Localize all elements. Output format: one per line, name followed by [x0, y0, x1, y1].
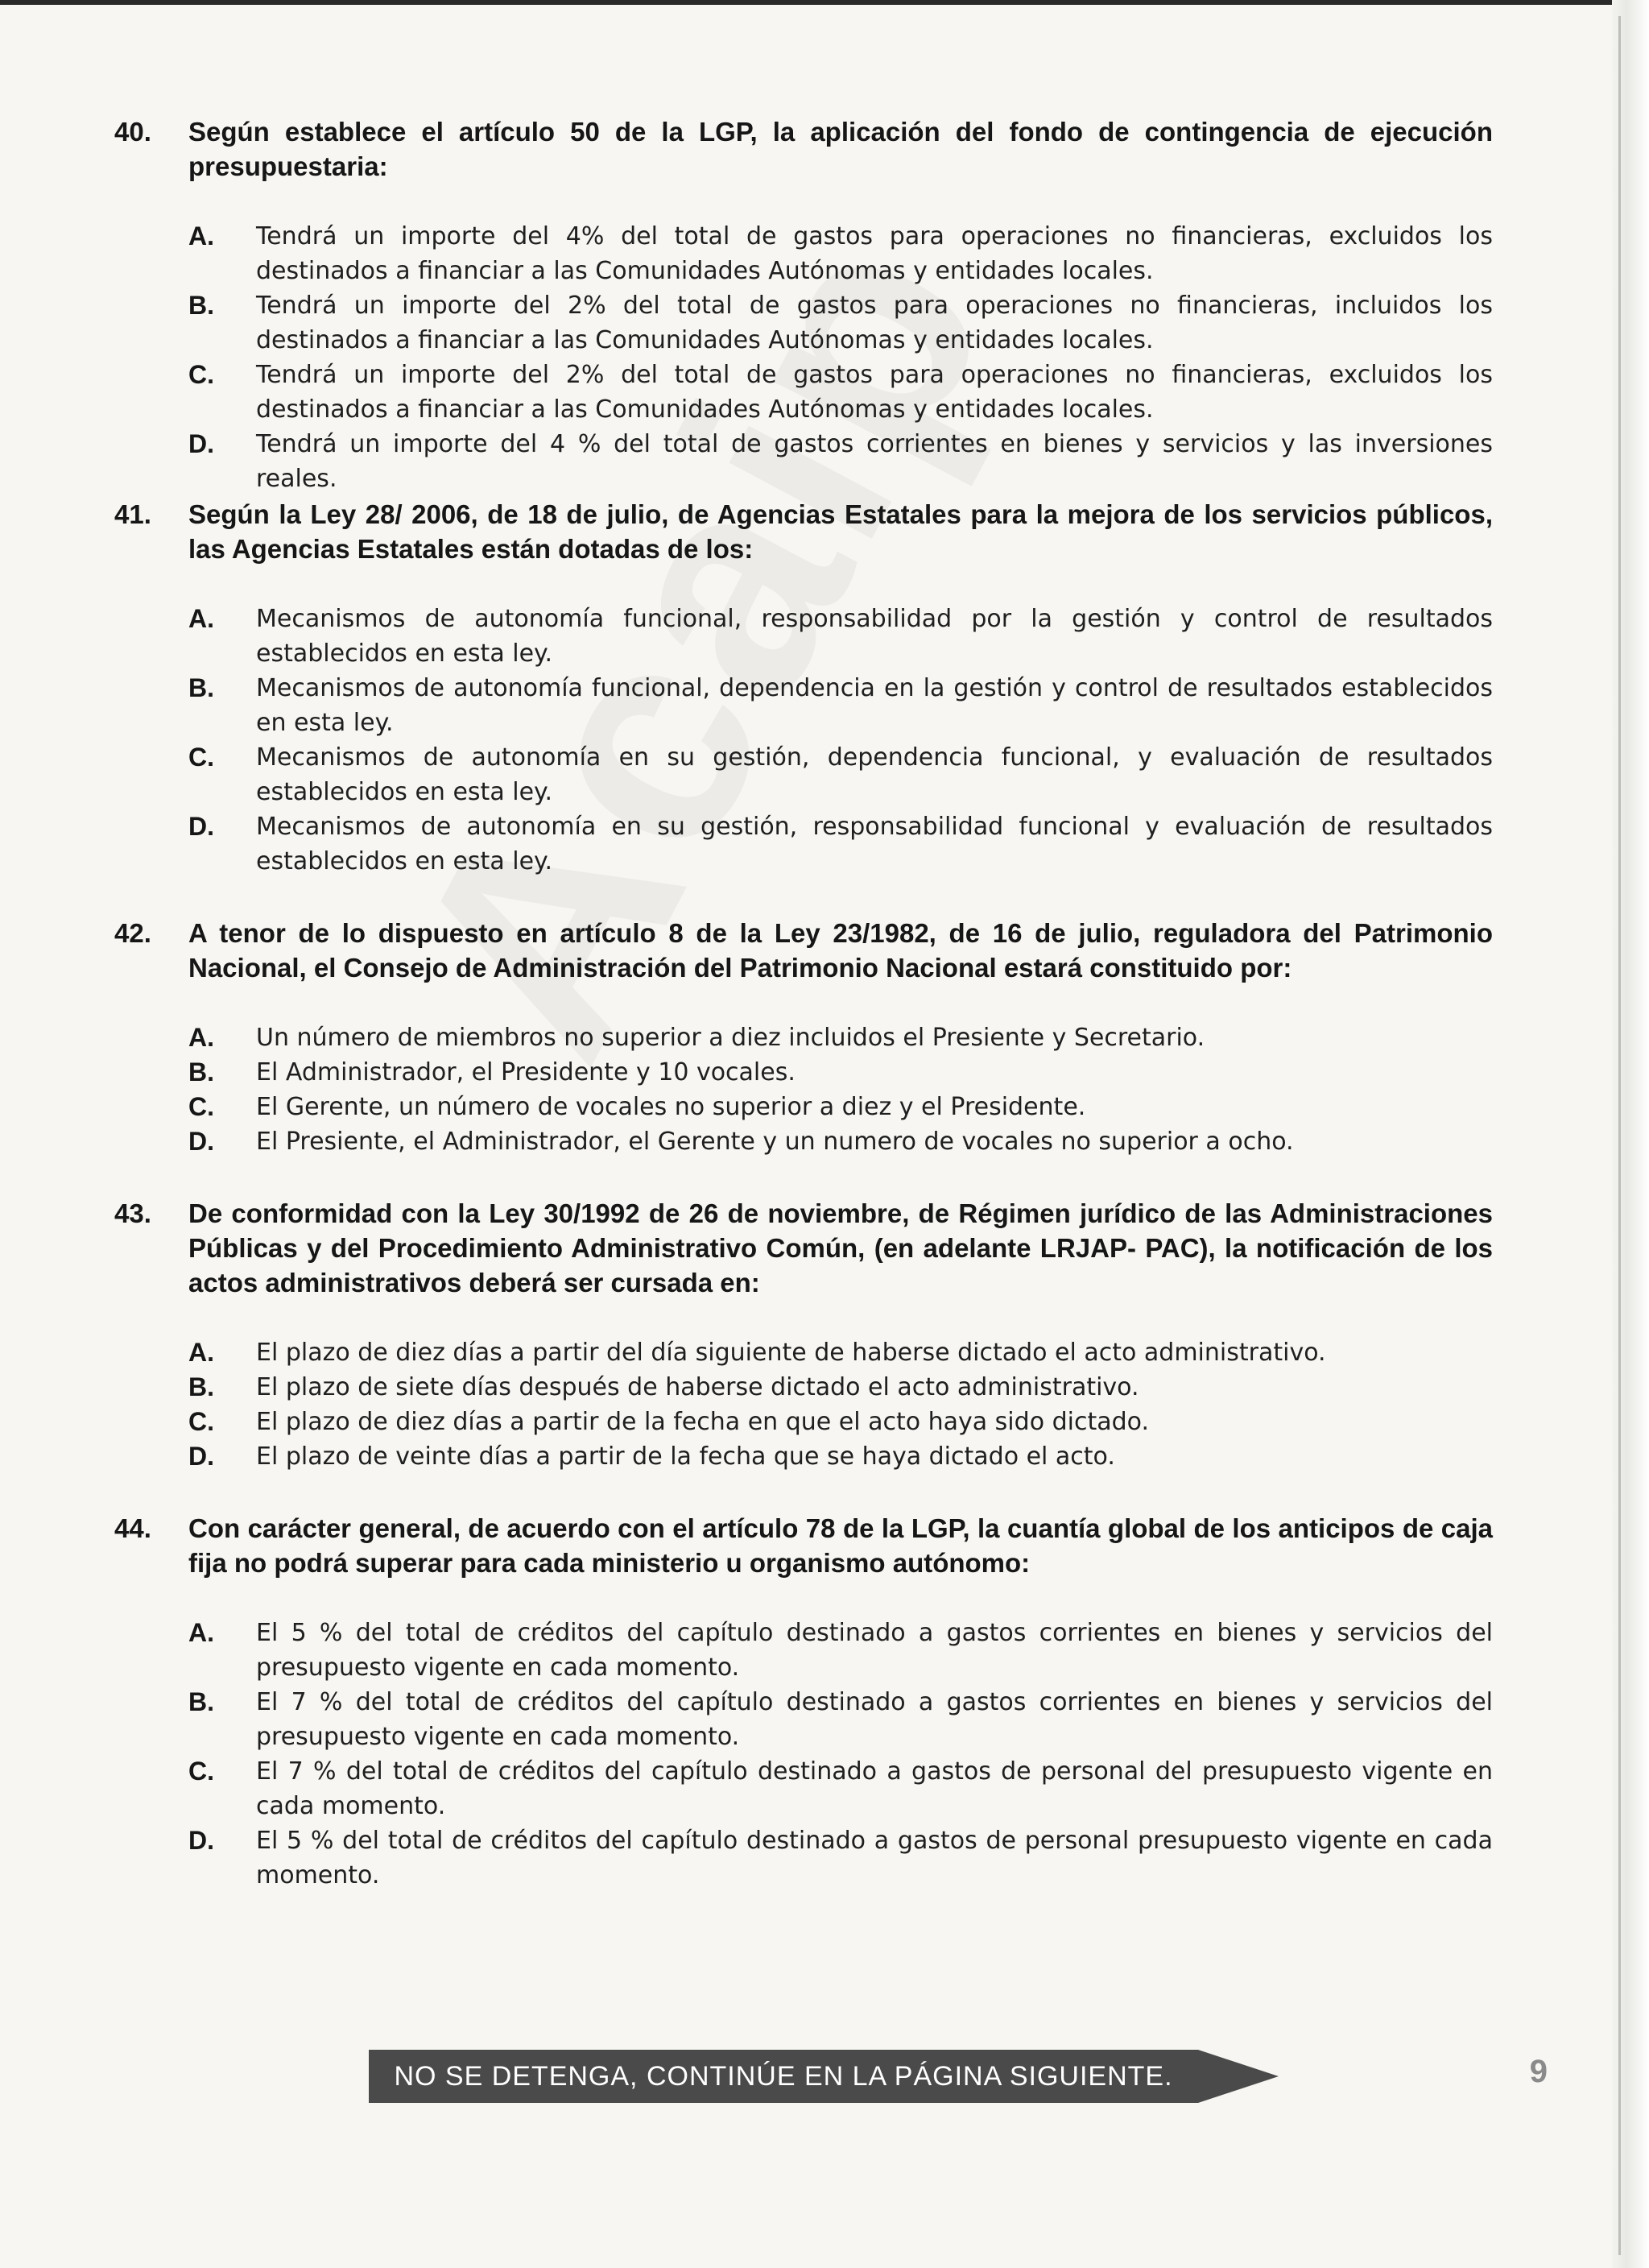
question-40 [114, 114, 1493, 493]
continue-banner [369, 2050, 1279, 2103]
option-d[interactable] [188, 1439, 1493, 1474]
option-b[interactable] [188, 288, 1493, 358]
options-list [188, 602, 1493, 879]
arrow-right-icon [1198, 2050, 1279, 2103]
option-letter: C. [188, 1092, 214, 1121]
option-text: El 7 % del total de créditos del capítulo destinado a gastos corrientes en bienes y servicios del presupuesto vigente en cada momento. [256, 1688, 1493, 1751]
option-a[interactable] [188, 1335, 1493, 1370]
option-letter: A. [188, 221, 214, 250]
question-number: 42. [114, 918, 151, 948]
page-right-edge [1612, 0, 1649, 2268]
option-text: Un número de miembros no superior a diez incluidos el Presiente y Secretario. [256, 1024, 1205, 1052]
option-text: Mecanismos de autonomía en su gestión, responsabilidad funcional y evaluación de resultados establecidos en esta ley. [256, 813, 1493, 875]
option-text: El plazo de diez días a partir de la fecha en que el acto haya sido dictado. [256, 1408, 1150, 1436]
option-c[interactable] [188, 1405, 1493, 1439]
question-44 [114, 1511, 1491, 1898]
options-list [188, 1616, 1493, 1893]
option-letter: C. [188, 360, 214, 389]
option-text: El 7 % del total de créditos del capítulo destinado a gastos de personal del presupuesto vigente en cada momento. [256, 1757, 1493, 1820]
option-text: Tendrá un importe del 4 % del total de gastos corrientes en bienes y servicios y las inversiones reales. [256, 430, 1493, 493]
question-text: De conformidad con la Ley 30/1992 de 26 de noviembre, de Régimen jurídico de las Administraciones Públicas y del Procedimiento Administrativo Común, (en adelante LRJAP- PAC), la notificación de los actos administrativos deberá ser cursada en: [188, 1198, 1493, 1297]
option-letter: D. [188, 429, 214, 458]
option-d[interactable] [188, 809, 1493, 879]
options-list [188, 219, 1493, 496]
option-c[interactable] [188, 740, 1493, 809]
page-number: 9 [1529, 2054, 1548, 2089]
option-d[interactable] [188, 1124, 1493, 1159]
binding-line [1618, 16, 1621, 2255]
options-list [188, 1020, 1493, 1159]
option-letter: C. [188, 743, 214, 772]
option-text: El plazo de diez días a partir del día siguiente de haberse dictado el acto administrativo. [256, 1339, 1326, 1367]
option-letter: B. [188, 1372, 214, 1401]
option-letter: D. [188, 1127, 214, 1156]
option-text: El 5 % del total de créditos del capítulo destinado a gastos corrientes en bienes y servicios del presupuesto vigente en cada momento. [256, 1619, 1493, 1682]
page-top-edge [0, 0, 1649, 5]
option-text: El Gerente, un número de vocales no superior a diez y el Presidente. [256, 1093, 1086, 1121]
option-d[interactable] [188, 427, 1493, 496]
option-text: Mecanismos de autonomía en su gestión, dependencia funcional, y evaluación de resultados establecidos en esta ley. [256, 743, 1493, 806]
option-a[interactable] [188, 1616, 1493, 1685]
option-letter: D. [188, 1826, 214, 1855]
option-letter: A. [188, 1618, 214, 1647]
option-letter: C. [188, 1407, 214, 1436]
option-letter: D. [188, 812, 214, 841]
question-number: 43. [114, 1198, 151, 1228]
option-text: El 5 % del total de créditos del capítulo destinado a gastos de personal presupuesto vigente en cada momento. [256, 1827, 1493, 1889]
question-41 [114, 497, 1491, 884]
question-42 [114, 916, 1491, 1173]
option-text: El Administrador, el Presidente y 10 vocales. [256, 1058, 796, 1086]
option-text: Mecanismos de autonomía funcional, responsabilidad por la gestión y control de resultados establecidos en esta ley. [256, 605, 1493, 668]
option-letter: B. [188, 1687, 214, 1716]
option-c[interactable] [188, 1090, 1493, 1124]
option-c[interactable] [188, 1754, 1493, 1823]
banner-label: NO SE DETENGA, CONTINÚE EN LA PÁGINA SIGUIENTE. [394, 2060, 1173, 2092]
question-text: A tenor de lo dispuesto en artículo 8 de la Ley 23/1982, de 16 de julio, reguladora del Patrimonio Nacional, el Consejo de Administración del Patrimonio Nacional estará constituido por: [188, 918, 1493, 983]
option-letter: D. [188, 1442, 214, 1471]
options-list [188, 1335, 1493, 1474]
option-text: El plazo de veinte días a partir de la fecha que se haya dictado el acto. [256, 1442, 1115, 1471]
option-letter: A. [188, 1023, 214, 1052]
option-a[interactable] [188, 1020, 1493, 1055]
question-number: 44. [114, 1513, 151, 1543]
option-text: Tendrá un importe del 2% del total de gastos para operaciones no financieras, excluidos los destinados a financiar a las Comunidades Autónomas y entidades locales. [256, 361, 1493, 424]
option-b[interactable] [188, 1055, 1493, 1090]
option-text: Mecanismos de autonomía funcional, dependencia en la gestión y control de resultados establecidos en esta ley. [256, 674, 1493, 737]
option-a[interactable] [188, 219, 1493, 288]
question-text: Con carácter general, de acuerdo con el artículo 78 de la LGP, la cuantía global de los anticipos de caja fija no podrá superar para cada ministerio u organismo autónomo: [188, 1513, 1493, 1578]
option-text: Tendrá un importe del 2% del total de gastos para operaciones no financieras, incluidos los destinados a financiar a las Comunidades Autónomas y entidades locales. [256, 292, 1493, 354]
option-text: Tendrá un importe del 4% del total de gastos para operaciones no financieras, excluidos los destinados a financiar a las Comunidades Autónomas y entidades locales. [256, 222, 1493, 285]
option-a[interactable] [188, 602, 1493, 671]
option-d[interactable] [188, 1823, 1493, 1893]
option-text: El Presiente, el Administrador, el Gerente y un numero de vocales no superior a ocho. [256, 1128, 1294, 1156]
option-letter: B. [188, 673, 214, 702]
option-letter: C. [188, 1757, 214, 1786]
question-text: Según la Ley 28/ 2006, de 18 de julio, de Agencias Estatales para la mejora de los servicios públicos, las Agencias Estatales están dotadas de los: [188, 499, 1493, 564]
question-text: Según establece el artículo 50 de la LGP, la aplicación del fondo de contingencia de ejecución presupuestaria: [188, 117, 1493, 181]
option-b[interactable] [188, 671, 1493, 740]
question-number: 40. [114, 117, 151, 147]
question-43 [114, 1196, 1491, 1486]
option-text: El plazo de siete días después de haberse dictado el acto administrativo. [256, 1373, 1139, 1401]
question-number: 41. [114, 499, 151, 529]
option-letter: A. [188, 604, 214, 633]
option-c[interactable] [188, 358, 1493, 427]
option-letter: B. [188, 1057, 214, 1086]
option-letter: B. [188, 291, 214, 320]
option-letter: A. [188, 1338, 214, 1367]
option-b[interactable] [188, 1685, 1493, 1754]
option-b[interactable] [188, 1370, 1493, 1405]
